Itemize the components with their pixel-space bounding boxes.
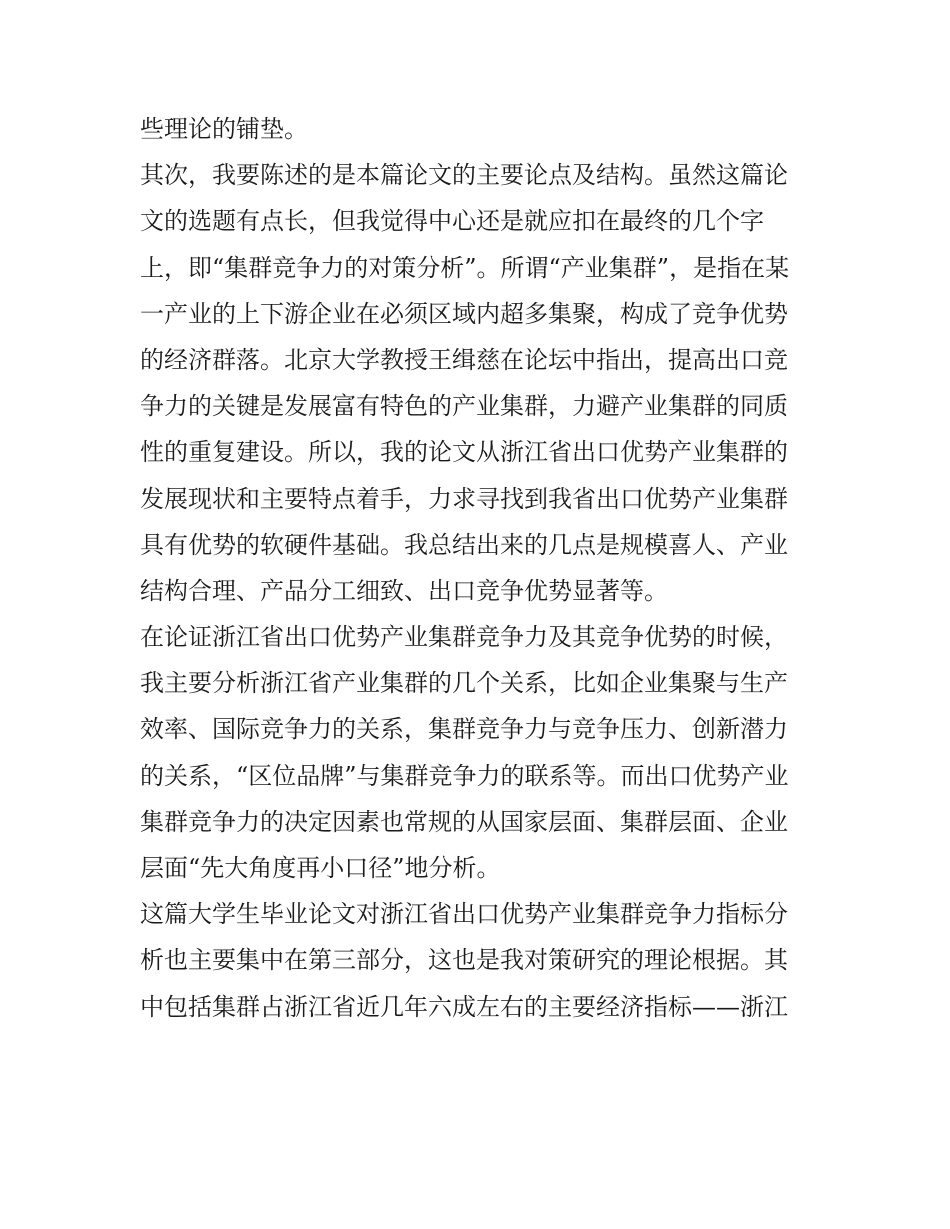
text-line: 争力的关键是发展富有特色的产业集群，力避产业集群的同质 [140, 392, 788, 421]
text-line: 结构合理、产品分工细致、出口竞争优势显著等。 [140, 576, 668, 605]
text-line: 在论证浙江省出口优势产业集群竞争力及其竞争优势的时候， [140, 623, 788, 652]
text-line: 的关系，“区位品牌”与集群竞争力的联系等。而出口优势产业 [140, 761, 789, 790]
text-line: 上，即“集群竞争力的对策分析”。所谓“产业集群”，是指在某 [140, 253, 790, 282]
text-line: 其次，我要陈述的是本篇论文的主要论点及结构。虽然这篇论 [140, 161, 788, 190]
text-line: 我主要分析浙江省产业集群的几个关系，比如企业集聚与生产 [140, 669, 788, 698]
text-line: 一产业的上下游企业在必须区域内超多集聚，构成了竞争优势 [140, 299, 788, 328]
text-line: 发展现状和主要特点着手，力求寻找到我省出口优势产业集群 [140, 484, 788, 513]
text-line: 析也主要集中在第三部分，这也是我对策研究的理论根据。其 [140, 946, 788, 975]
text-line: 中包括集群占浙江省近几年六成左右的主要经济指标——浙江 [140, 992, 788, 1021]
text-line: 些理论的铺垫。 [140, 115, 308, 143]
text-line: 的经济群落。北京大学教授王缉慈在论坛中指出，提高出口竞 [140, 345, 788, 374]
text-line: 性的重复建设。所以，我的论文从浙江省出口优势产业集群的 [140, 438, 788, 467]
text-line: 层面“先大角度再小口径”地分析。 [140, 854, 501, 882]
body-text [140, 106, 820, 1030]
text-line: 集群竞争力的决定因素也常规的从国家层面、集群层面、企业 [140, 807, 788, 836]
text-line: 具有优势的软硬件基础。我总结出来的几点是规模喜人、产业 [140, 530, 788, 559]
text-line: 效率、国际竞争力的关系，集群竞争力与竞争压力、创新潜力 [140, 715, 788, 744]
text-line: 这篇大学生毕业论文对浙江省出口优势产业集群竞争力指标分 [140, 900, 788, 929]
text-line: 文的选题有点长，但我觉得中心还是就应扣在最终的几个字 [140, 207, 764, 236]
